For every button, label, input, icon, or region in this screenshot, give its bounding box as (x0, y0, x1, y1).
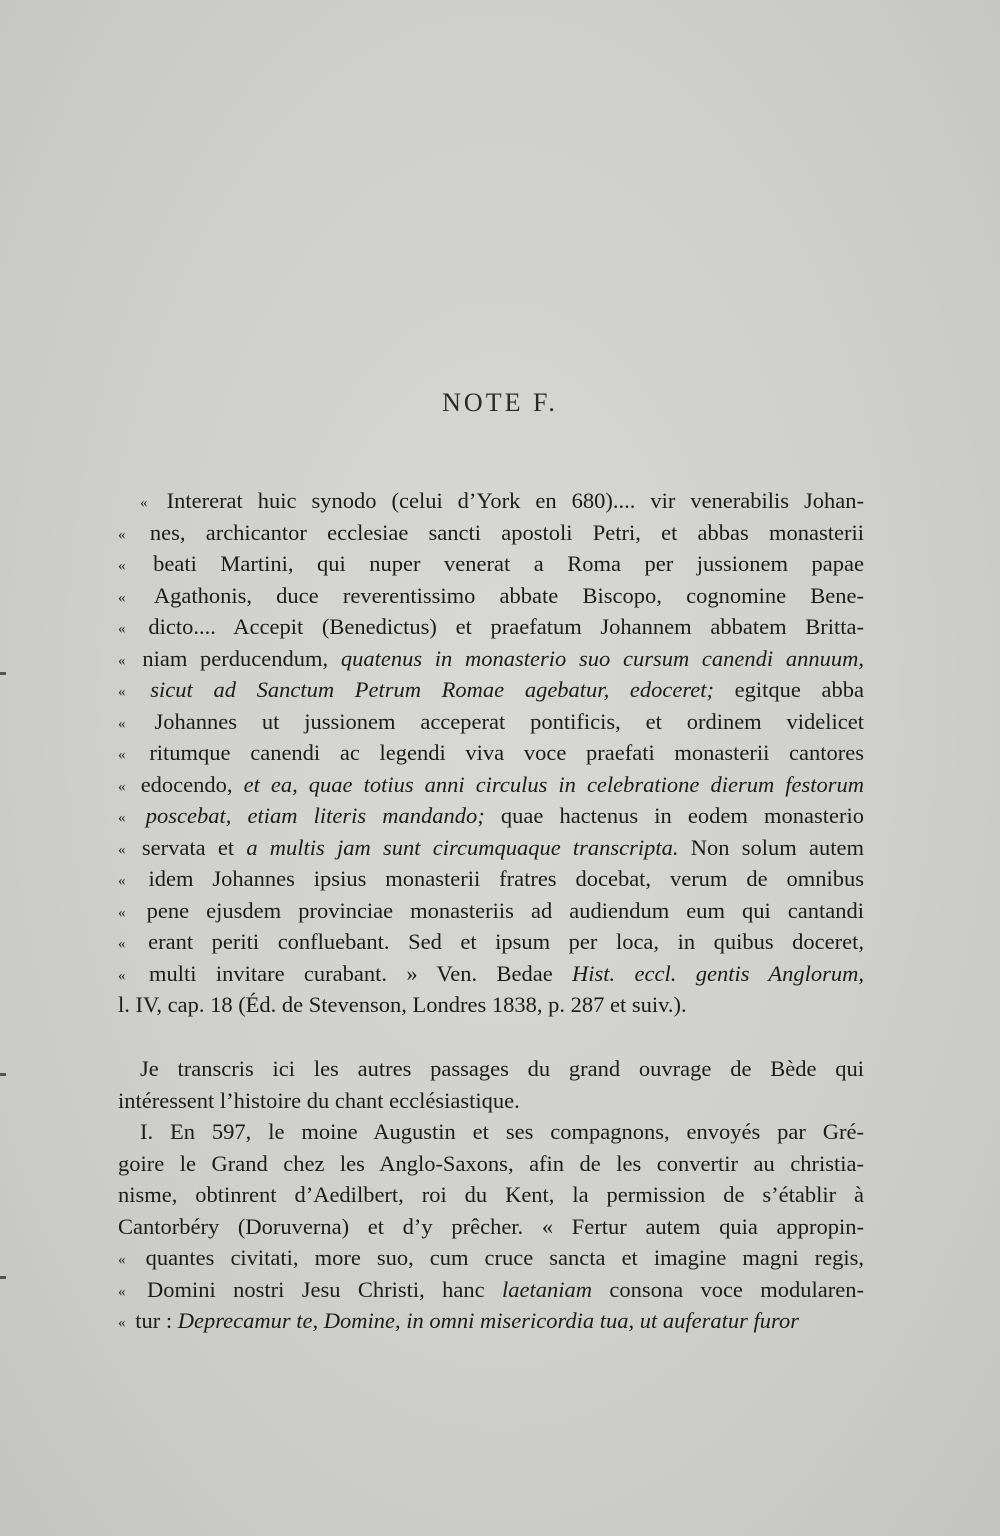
text-line (118, 1211, 864, 1243)
guillemet-mark: « (118, 1283, 141, 1300)
text-line (118, 580, 864, 612)
guillemet-mark: « (118, 936, 143, 952)
note-heading: NOTE F. (442, 388, 558, 417)
italic-text: quatenus in monasterio suo cursum canendi annuum, (340, 645, 864, 671)
roman-text: tur : (135, 1308, 178, 1333)
text-line (118, 1179, 864, 1211)
guillemet-mark: « (118, 967, 143, 984)
roman-text: goire le Grand chez les Anglo-Saxons, afin de les convertir au christia- (118, 1150, 864, 1176)
guillemet-mark: « (118, 841, 136, 858)
guillemet-mark: « (140, 495, 161, 511)
commentary-passage (118, 1053, 864, 1337)
margin-mark (0, 1276, 6, 1279)
roman-text: intéressent l’histoire du chant ecclésiastique. (118, 1087, 520, 1113)
italic-text: Deprecamur te, Domine, in omni misericordia tua, ut auferatur furor (177, 1308, 799, 1333)
text-line (118, 1053, 864, 1085)
text-line (118, 1148, 864, 1180)
roman-text: l. IV, cap. 18 (Éd. de Stevenson, Londres 1838, p. 287 et suiv.). (118, 992, 687, 1017)
roman-text: quantes civitati, more suo, cum cruce sancta et imagine magni regis, (145, 1245, 865, 1270)
roman-text: Intererat huic synodo (celui d’York en 680).... vir venerabilis Johan- (166, 488, 864, 513)
roman-text: nisme, obtinrent d’Aedilbert, roi du Kent, la permission de s’établir à (118, 1182, 864, 1207)
text-line (118, 1305, 864, 1337)
text-line (118, 737, 864, 769)
guillemet-mark: « (118, 810, 140, 826)
guillemet-mark: « (118, 904, 141, 921)
guillemet-mark: « (118, 652, 137, 669)
text-line (118, 769, 864, 801)
text-line (118, 643, 864, 675)
text-line (118, 1116, 864, 1148)
roman-text: pene ejusdem provinciae monasteriis ad audiendum eum qui cantandi (146, 897, 865, 923)
roman-text: Agathonis, duce reverentissimo abbate Biscopo, cognomine Bene- (153, 582, 864, 608)
text-line (118, 517, 864, 549)
text-line (118, 1085, 864, 1117)
guillemet-mark: « (118, 715, 149, 732)
roman-text: Johannes ut jussionem acceperat pontificis, et ordinem videlicet (154, 708, 865, 734)
roman-text: ritumque canendi ac legendi viva voce praefati monasterii cantores (149, 740, 864, 765)
guillemet-mark: « (118, 747, 144, 763)
margin-mark (0, 672, 6, 675)
italic-text: poscebat, etiam literis mandando; (145, 803, 485, 828)
text-line (118, 548, 864, 580)
roman-text: Cantorbéry (Doruverna) et d’y prêcher. « Fertur autem quia appropin- (118, 1213, 864, 1239)
quoted-passage (118, 485, 864, 1021)
text-line (118, 989, 864, 1021)
roman-text: dicto.... Accepit (Benedictus) et praefatum Johannem abbatem Britta- (148, 614, 865, 639)
guillemet-mark: « (118, 558, 148, 574)
guillemet-mark: « (118, 621, 143, 637)
guillemet-mark: « (118, 1315, 130, 1331)
roman-text: Je transcris ici les autres passages du grand ouvrage de Bède qui (140, 1056, 864, 1081)
guillemet-mark: « (118, 589, 148, 606)
roman-text: servata et (141, 834, 247, 860)
roman-text: niam perducendum, (142, 645, 341, 671)
text-line (118, 611, 864, 643)
roman-text: multi invitare curabant. » Ven. Bedae (148, 960, 573, 986)
italic-text: et ea, quae totius anni circulus in celebratione dierum festorum (243, 771, 865, 797)
italic-text: laetaniam (501, 1276, 592, 1302)
roman-text: egitque abba (713, 677, 865, 702)
italic-text: a multis jam sunt circumquaque transcripta. (246, 834, 679, 860)
text-line (118, 895, 864, 927)
text-line (118, 800, 864, 832)
guillemet-mark: « (118, 1252, 140, 1268)
roman-text: idem Johannes ipsius monasterii fratres docebat, verum de omnibus (148, 866, 864, 891)
roman-text: consona voce modularen- (591, 1276, 864, 1302)
text-line (118, 674, 864, 706)
guillemet-mark: « (118, 873, 143, 889)
text-line (118, 926, 864, 958)
italic-text: sicut ad Sanctum Petrum Romae agebatur, edoceret; (150, 677, 714, 702)
roman-text: I. En 597, le moine Augustin et ses compagnons, envoyés par Gré- (140, 1119, 864, 1144)
roman-text: edocendo, (140, 771, 244, 797)
roman-text: beati Martini, qui nuper venerat a Roma per jussionem papae (153, 551, 865, 576)
text-line (118, 1242, 864, 1274)
text-line (118, 863, 864, 895)
text-line (118, 1274, 864, 1306)
text-line (118, 485, 864, 517)
guillemet-mark: « (118, 778, 135, 795)
roman-text: erant periti confluebant. Sed et ipsum per loca, in quibus doceret, (148, 929, 864, 954)
text-line (118, 706, 864, 738)
margin-mark (0, 1073, 6, 1076)
roman-text: Domini nostri Jesu Christi, hanc (147, 1276, 502, 1302)
roman-text: quae hactenus in eodem monasterio (484, 803, 864, 828)
guillemet-mark: « (118, 684, 145, 700)
text-line (118, 832, 864, 864)
roman-text: Non solum autem (678, 834, 865, 860)
roman-text: nes, archicantor ecclesiae sancti apostoli Petri, et abbas monasterii (149, 519, 864, 545)
italic-text: Hist. eccl. gentis Anglorum, (572, 960, 865, 986)
text-line (118, 958, 864, 990)
guillemet-mark: « (118, 526, 144, 543)
